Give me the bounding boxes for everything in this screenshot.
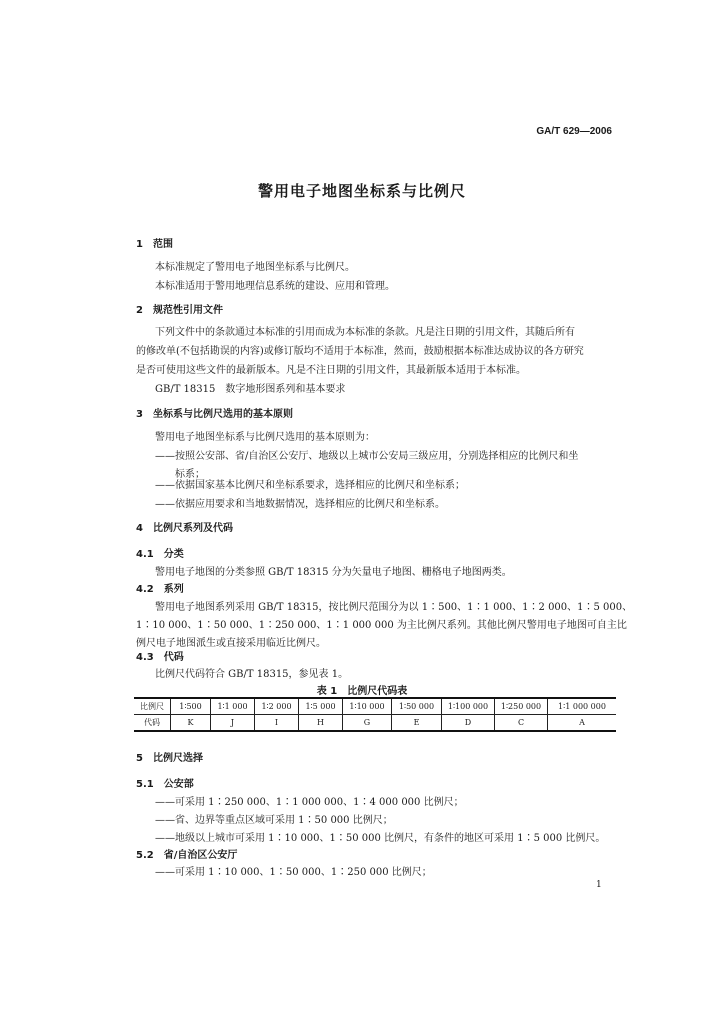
section-4-3-text: 比例尺代码符合 GB/T 18315，参见表 1。	[155, 669, 349, 680]
section-3-bullet-2: ——依据国家基本比例尺和坐标系要求，选择相应的比例尺和坐标系；	[155, 480, 465, 491]
normative-reference: GB/T 18315 数字地形图系列和基本要求	[155, 384, 346, 395]
table-row-label: 比例尺	[134, 698, 171, 715]
standard-number: GA/T 629—2006	[536, 126, 612, 137]
section-1-para-1: 本标准规定了警用电子地图坐标系与比例尺。	[155, 262, 355, 273]
table-cell: 1∶2 000	[255, 698, 299, 715]
section-5-1-heading: 5.1 公安部	[136, 779, 194, 790]
section-4-2-line-1: 警用电子地图系列采用 GB/T 18315，按比例尺范围分为以 1∶500、1∶1 000、1∶2 000、1∶5 000、	[155, 602, 633, 613]
section-1-heading: 1 范围	[136, 239, 173, 250]
table-cell: E	[392, 715, 442, 732]
section-1-para-2: 本标准适用于警用地理信息系统的建设、应用和管理。	[155, 281, 395, 292]
page-number: 1	[596, 880, 602, 890]
table-cell: 1∶50 000	[392, 698, 442, 715]
table-cell: I	[255, 715, 299, 732]
table-row-label: 代码	[134, 715, 171, 732]
table-cell: 1∶250 000	[495, 698, 548, 715]
table-cell: G	[343, 715, 392, 732]
section-2-line-3: 是否可使用这些文件的最新版本。凡是不注日期的引用文件，其最新版本适用于本标准。	[136, 365, 526, 376]
table-cell: A	[548, 715, 617, 732]
section-4-2-line-2: 1∶10 000、1∶50 000、1∶250 000、1∶1 000 000 为主比例尺系列。其他比例尺警用电子地图可自主比	[136, 620, 627, 631]
section-4-2-heading: 4.2 系列	[136, 584, 184, 595]
section-2-line-1: 下列文件中的条款通过本标准的引用而成为本标准的条款。凡是注日期的引用文件，其随后所有	[155, 327, 575, 338]
section-2-line-2: 的修改单(不包括勘误的内容)或修订版均不适用于本标准，然而，鼓励根据本标准达成协议的各方研究	[136, 346, 584, 357]
section-5-1-bullet-1: ——可采用 1∶250 000、1∶1 000 000、1∶4 000 000 比例尺；	[155, 797, 464, 808]
section-3-bullet-3: ——依据应用要求和当地数据情况，选择相应的比例尺和坐标系。	[155, 499, 445, 510]
section-2-heading: 2 规范性引用文件	[136, 305, 223, 316]
table-cell: K	[171, 715, 211, 732]
table-row	[134, 715, 616, 732]
section-4-1-heading: 4.1 分类	[136, 549, 184, 560]
table-caption: 表 1 比例尺代码表	[316, 686, 408, 697]
table-cell: C	[495, 715, 548, 732]
section-5-1-bullet-2: ——省、边界等重点区域可采用 1∶50 000 比例尺；	[155, 815, 393, 826]
table-cell: 1∶10 000	[343, 698, 392, 715]
section-5-2-heading: 5.2 省/自治区公安厅	[136, 850, 238, 861]
section-5-heading: 5 比例尺选择	[136, 753, 203, 764]
section-3-heading: 3 坐标系与比例尺选用的基本原则	[136, 409, 293, 420]
table-cell: J	[211, 715, 255, 732]
scale-code-table	[134, 697, 616, 732]
section-4-1-text: 警用电子地图的分类参照 GB/T 18315 分为矢量电子地图、栅格电子地图两类。	[155, 567, 512, 578]
table-row	[134, 698, 616, 715]
section-3-bullet-1: ——按照公安部、省/自治区公安厅、地级以上城市公安局三级应用，分别选择相应的比例尺和坐	[155, 451, 579, 462]
section-3-bullet-1-cont: 标系；	[175, 469, 205, 480]
section-4-heading: 4 比例尺系列及代码	[136, 523, 233, 534]
table-cell: D	[442, 715, 495, 732]
table-cell: 1∶500	[171, 698, 211, 715]
table-cell: 1∶1 000	[211, 698, 255, 715]
table-cell: H	[299, 715, 343, 732]
table-cell: 1∶5 000	[299, 698, 343, 715]
table-cell: 1∶100 000	[442, 698, 495, 715]
section-3-intro: 警用电子地图坐标系与比例尺选用的基本原则为：	[155, 432, 375, 443]
section-4-2-line-3: 例尺电子地图派生或直接采用临近比例尺。	[136, 638, 326, 649]
section-4-3-heading: 4.3 代码	[136, 652, 184, 663]
section-5-1-bullet-3: ——地级以上城市可采用 1∶10 000、1∶50 000 比例尺，有条件的地区可采用 1∶5 000 比例尺。	[155, 833, 606, 844]
table-cell: 1∶1 000 000	[548, 698, 617, 715]
section-5-2-bullet-1: ——可采用 1∶10 000、1∶50 000、1∶250 000 比例尺；	[155, 867, 432, 878]
document-title: 警用电子地图坐标系与比例尺	[257, 182, 466, 200]
